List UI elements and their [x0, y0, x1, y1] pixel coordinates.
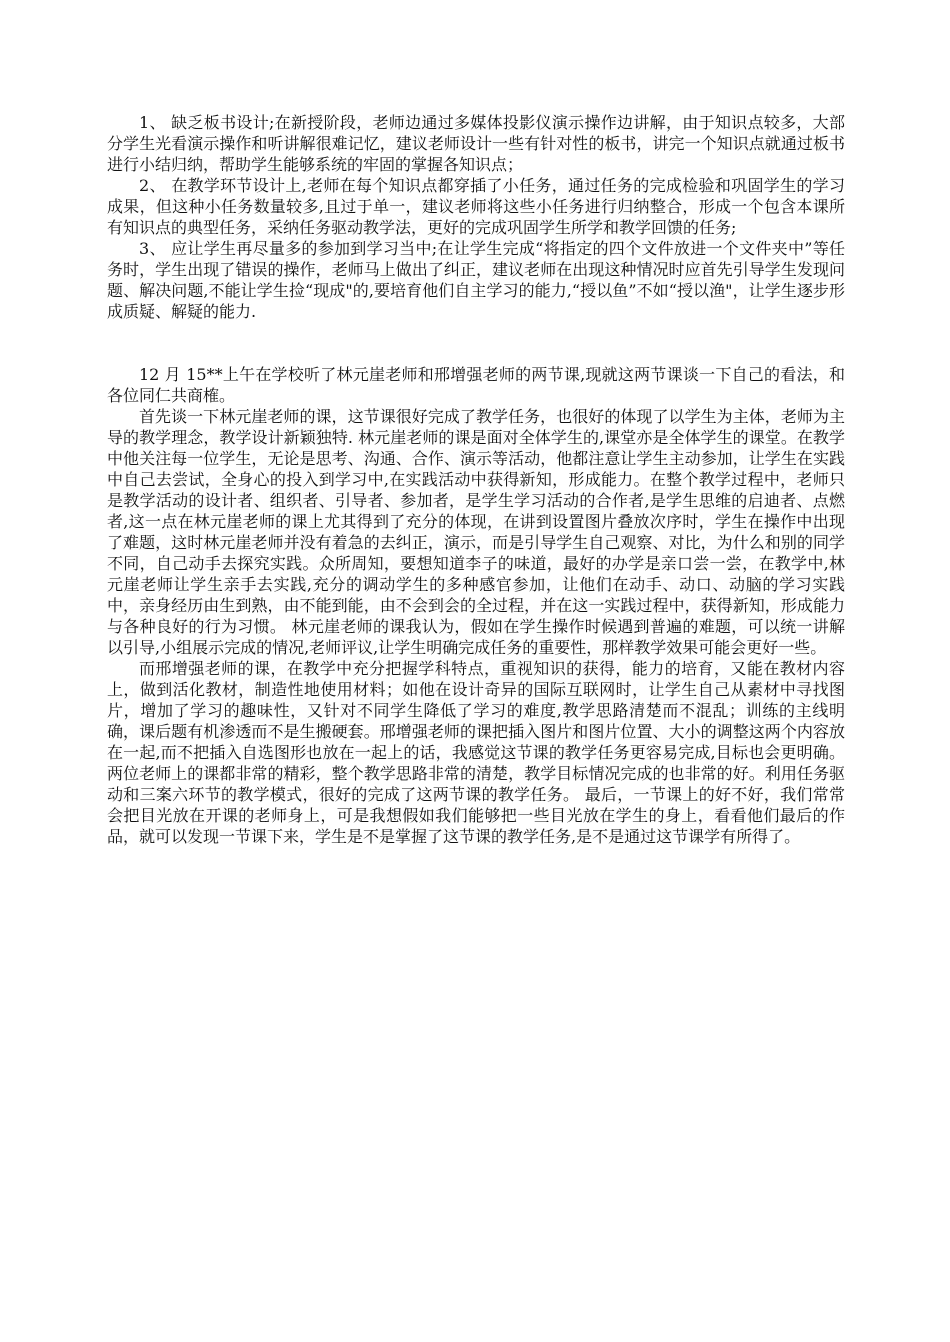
suggestion-paragraph-2: 2、 在教学环节设计上,老师在每个知识点都穿插了小任务，通过任务的完成检验和巩固学生的学习成果，但这种小任务数量较多,且过于单一，建议老师将这些小任务进行归纳整合，形成一个包含本课所有知识点的典型任务，采纳任务驱动教学法，更好的完成巩固学生所学和教学回馈的任务;: [107, 176, 845, 237]
document-page: [107, 112, 845, 847]
review-intro-paragraph: 12 月 15**上午在学校听了林元崖老师和邢增强老师的两节课,现就这两节课谈一下自己的看法，和各位同仁共商榷。: [107, 365, 845, 405]
paragraph-spacer: [107, 322, 845, 364]
suggestion-paragraph-3: 3、 应让学生再尽量多的参加到学习当中;在让学生完成“将指定的四个文件放进一个文件夹中”等任务时，学生出现了错误的操作，老师马上做出了纠正，建议老师在出现这种情况时应首先引导学生发现问题、解决问题,不能让学生捡“现成"的,要培育他们自主学习的能力,“授以鱼”不如“授以渔"，让学生逐步形成质疑、解疑的能力.: [107, 239, 845, 321]
suggestion-paragraph-1: 1、 缺乏板书设计;在新授阶段，老师边通过多媒体投影仪演示操作边讲解，由于知识点较多，大部分学生光看演示操作和听讲解很难记忆，建议老师设计一些有针对性的板书，讲完一个知识点就通过板书进行小结归纳，帮助学生能够系统的牢固的掌握各知识点；: [107, 113, 845, 174]
review-lin-paragraph: 首先谈一下林元崖老师的课，这节课很好完成了教学任务，也很好的体现了以学生为主体，老师为主导的教学理念，教学设计新颖独特. 林元崖老师的课是面对全体学生的,课堂亦是全体学生的课堂。在教学中他关注每一位学生，无论是思考、沟通、合作、演示等活动，他都注意让学生主动参加，让学生在实践中自己去尝试，全身心的投入到学习中,在实践活动中获得新知，形成能力。在整个教学过程中，老师只是教学活动的设计者、组织者、引导者、参加者，是学生学习活动的合作者,是学生思维的启迪者、点燃者,这一点在林元崖老师的课上尤其得到了充分的体现，在讲到设置图片叠放次序时，学生在操作中出现了难题，这时林元崖老师并没有着急的去纠正，演示，而是引导学生自己观察、对比，为什么和别的同学不同，自己动手去探究实践。众所周知，要想知道李子的味道，最好的办学是亲口尝一尝，在教学中,林元崖老师让学生亲手去实践,充分的调动学生的多种感官参加，让他们在动手、动口、动脑的学习实践中，亲身经历由生到熟，由不能到能，由不会到会的全过程，并在这一实践过程中，获得新知，形成能力与各种良好的行为习惯。 林元崖老师的课我认为，假如在学生操作时候遇到普遍的难题，可以统一讲解以引导,小组展示完成的情况,老师评议,让学生明确完成任务的重要性，那样教学效果可能会更好一些。: [107, 407, 845, 657]
review-xing-paragraph: 而邢增强老师的课，在教学中充分把握学科特点，重视知识的获得，能力的培育，又能在教材内容上，做到活化教材，制造性地使用材料；如他在设计奇异的国际互联网时，让学生自己从素材中寻找图片，增加了学习的趣味性，又针对不同学生降低了学习的难度,教学思路清楚而不混乱；训练的主线明确，课后题有机渗透而不是生搬硬套。邢增强老师的课把插入图片和图片位置、大小的调整这两个内容放在一起,而不把插入自选图形也放在一起上的话，我感觉这节课的教学任务更容易完成,目标也会更明确。两位老师上的课都非常的精彩，整个教学思路非常的清楚，教学目标情况完成的也非常的好。利用任务驱动和三案六环节的教学模式，很好的完成了这两节课的教学任务。 最后，一节课上的好不好，我们常常会把目光放在开课的老师身上，可是我想假如我们能够把一些目光放在学生的身上，看看他们最后的作品，就可以发现一节课下来，学生是不是掌握了这节课的教学任务,是不是通过这节课学有所得了。: [107, 659, 845, 846]
